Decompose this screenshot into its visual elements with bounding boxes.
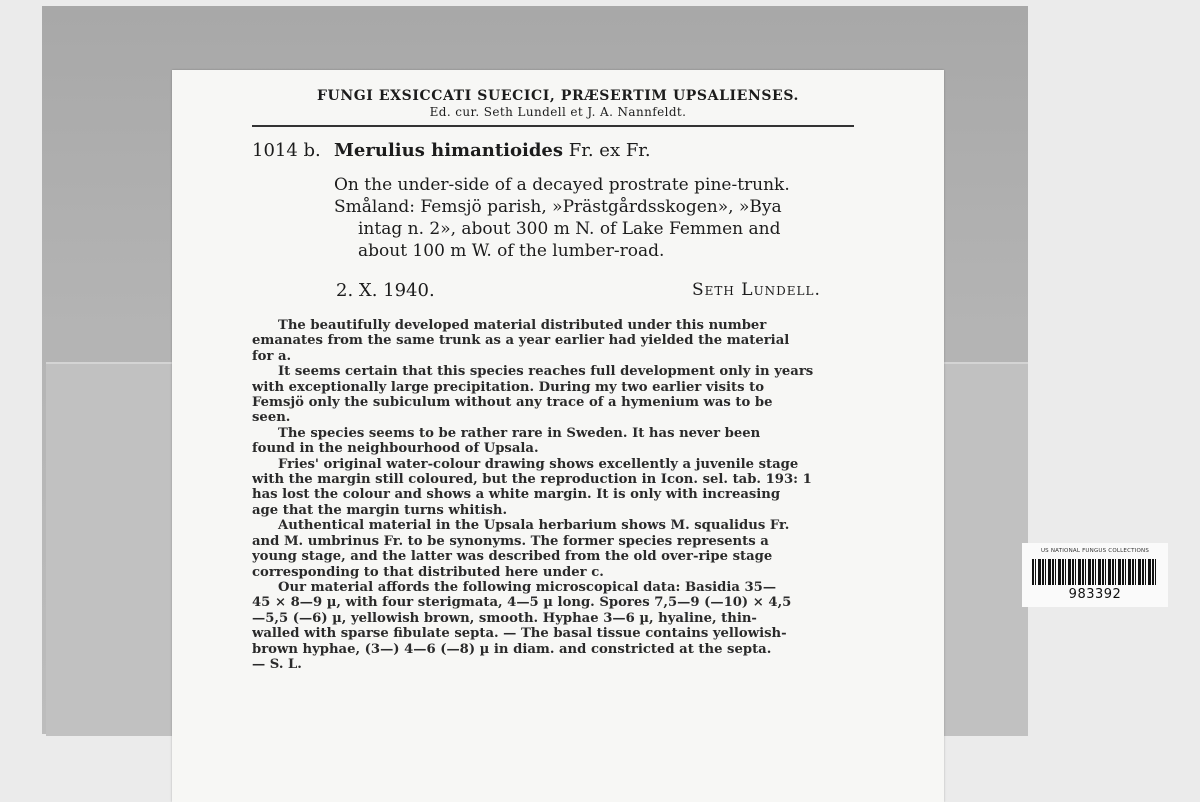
notes-line: with exceptionally large precipitation. During my two earlier visits to xyxy=(252,379,765,395)
series-title: FUNGI EXSICCATI SUECICI, PRÆSERTIM UPSALIENSES. xyxy=(316,88,800,104)
editors-line: Ed. cur. Seth Lundell et J. A. Nannfeldt. xyxy=(429,105,687,119)
notes-line: Authentical material in the Upsala herbarium shows M. squalidus Fr. xyxy=(278,518,790,534)
notes-line: —5,5 (—6) µ, yellowish brown, smooth. Hyphae 3—6 µ, hyaline, thin- xyxy=(252,610,757,626)
locality-line: intag n. 2», about 300 m N. of Lake Femmen and xyxy=(358,219,781,239)
locality-line: about 100 m W. of the lumber-road. xyxy=(358,241,665,261)
notes-line: brown hyphae, (3—) 4—6 (—8) µ in diam. and constricted at the septa. xyxy=(252,641,772,657)
species-binomial: Merulius himantioides xyxy=(334,140,563,161)
barcode-tag xyxy=(1022,543,1168,607)
notes-line: age that the margin turns whitish. xyxy=(252,502,508,518)
barcode-icon xyxy=(1032,559,1158,585)
notes-line: Femsjö only the subiculum without any trace of a hymenium was to be xyxy=(252,395,773,411)
notes-line: for a. xyxy=(252,348,292,364)
notes-line: Fries' original water-colour drawing shows excellently a juvenile stage xyxy=(278,456,799,472)
notes-line: 45 × 8—9 µ, with four sterigmata, 4—5 µ long. Spores 7,5—9 (—10) × 4,5 xyxy=(252,595,792,611)
specimen-number: 1014 b. xyxy=(252,140,321,161)
species-authority: Fr. ex Fr. xyxy=(568,140,651,161)
collection-date: 2. X. 1940. xyxy=(336,280,435,301)
notes-line: The species seems to be rather rare in Sweden. It has never been xyxy=(278,425,761,441)
locality-line: On the under-side of a decayed prostrate pine-trunk. xyxy=(334,175,790,195)
herbarium-label xyxy=(172,70,944,802)
notes-line: It seems certain that this species reaches full development only in years xyxy=(278,364,814,380)
notes-line: Our material affords the following microscopical data: Basidia 35— xyxy=(278,579,777,595)
notes-line: seen. xyxy=(252,410,291,426)
notes-line: The beautifully developed material distributed under this number xyxy=(278,318,767,333)
notes-text xyxy=(252,318,870,672)
barcode-caption: US NATIONAL FUNGUS COLLECTIONS xyxy=(1040,548,1150,554)
locality-line: Småland: Femsjö parish, »Prästgårdsskogen», »Bya xyxy=(334,197,782,217)
notes-line: — S. L. xyxy=(252,656,302,672)
collector-name: Seth Lundell. xyxy=(692,280,821,300)
notes-line: young stage, and the latter was described from the old over-ripe stage xyxy=(252,549,773,565)
header-rule xyxy=(252,125,854,127)
notes-line: walled with sparse fibulate septa. — The basal tissue contains yellowish- xyxy=(252,626,787,642)
species-name xyxy=(334,140,651,161)
notes-line: emanates from the same trunk as a year earlier had yielded the material xyxy=(252,333,790,349)
locality-text xyxy=(334,174,874,262)
notes-line: and M. umbrinus Fr. to be synonyms. The former species represents a xyxy=(252,533,769,549)
barcode-number: 983392 xyxy=(1068,587,1122,602)
notes-line: has lost the colour and shows a white margin. It is only with increasing xyxy=(252,487,781,503)
notes-line: found in the neighbourhood of Upsala. xyxy=(252,441,539,457)
notes-line: with the margin still coloured, but the reproduction in Icon. sel. tab. 193: 1 xyxy=(252,472,812,488)
notes-line: corresponding to that distributed here under c. xyxy=(252,564,604,580)
